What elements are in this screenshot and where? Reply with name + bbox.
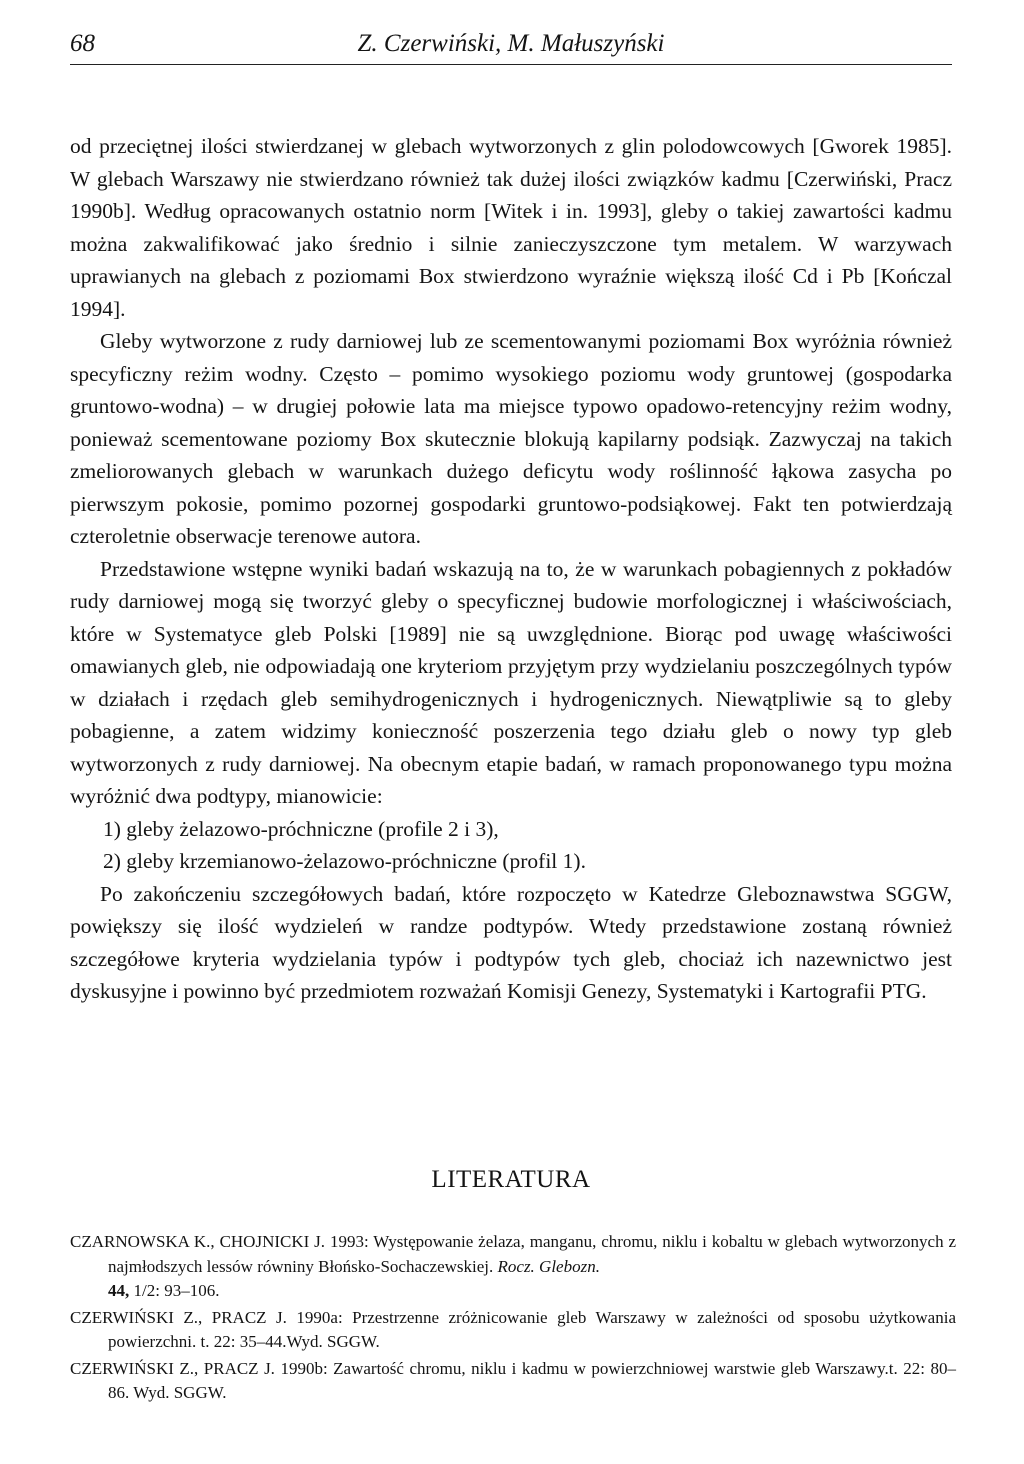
reference-authors: CZARNOWSKA K., CHOJNICKI J. (70, 1232, 326, 1251)
reference-volume: 44, (108, 1281, 130, 1300)
reference-journal: Rocz. Glebozn. (497, 1256, 600, 1276)
reference-list (70, 1230, 956, 1408)
paragraph-4: Po zakończeniu szczegółowych badań, które rozpoczęto w Katedrze Gleboznawstwa SGGW, powiększy się ilość wydzieleń w randze podtypów. Wtedy przedstawione zostaną również szczegółowe kryteria wydzielania typów i podtypów tych gleb, chociaż ich nazewnictwo jest dyskusyjne i powinno być przedmiotem rozważań Komisji Genezy, Systematyki i Kartografii PTG. (70, 881, 952, 1003)
body-text (70, 130, 952, 1008)
list-item-2: 2) gleby krzemianowo-żelazowo-próchniczne (profil 1). (103, 849, 586, 873)
reference-pages: 1/2: 93–106. (129, 1281, 220, 1300)
running-head: Z. Czerwiński, M. Małuszyński (357, 30, 665, 57)
reference-authors: CZERWIŃSKI Z., PRACZ J. (70, 1307, 287, 1327)
paragraph-2: Gleby wytworzone z rudy darniowej lub ze scementowanymi poziomami Box wyróżnia również specyficzny reżim wodny. Często – pomimo wysokiego poziomu wody gruntowej (gospodarka gruntowo-wodna) – w drugiej połowie lata ma miejsce typowo opadowo-retencyjny reżim wodny, ponieważ scementowane poziomy Box skutecznie blokują kapilarny podsiąk. Zazwyczaj na takich zmeliorowanych glebach w warunkach dużego deficytu wody roślinność łąkowa zasycha po pierwszym pokosie, pomimo pozornej gospodarki gruntowo-podsiąkowej. Fakt ten potwierdzają czteroletnie obserwacje terenowe autora. (70, 329, 952, 548)
reference-item (70, 1357, 956, 1406)
reference-authors: CZERWIŃSKI Z., PRACZ J. (70, 1358, 275, 1378)
reference-text: 1990a: Przestrzenne zróżnicowanie gleb Warszawy w zależności od sposobu użytkowania powierzchni. t. 22: 35–44.Wyd. SGGW. (108, 1307, 957, 1351)
paragraph-1: od przeciętnej ilości stwierdzanej w glebach wytworzonych z glin polodowcowych [Gworek 1985]. W glebach Warszawy nie stwierdzano również tak dużej ilości związków kadmu [Czerwiński, Pracz 1990b]. Według opracowanych ostatnio norm [Witek i in. 1993], gleby o takiej zawartości kadmu można zakwalifikować jako średnio i silnie zanieczyszczone tym metalem. W warzywach uprawianych na glebach z poziomami Box stwierdzono wyraźnie większą ilość Cd i Pb [Kończal 1994]. (70, 134, 952, 321)
page-number: 68 (70, 30, 95, 57)
literature-heading: LITERATURA (431, 1166, 591, 1193)
paragraph-3: Przedstawione wstępne wyniki badań wskazują na to, że w warunkach pobagiennych z pokładów rudy darniowej mogą się tworzyć gleby o specyficznej budowie morfologicznej i właściwościach, które w Systematyce gleb Polski [1989] nie są uwzględnione. Biorąc pod uwagę właściwości omawianych gleb, nie odpowiadają one kryteriom przyjętym przy wydzielaniu poszczególnych typów w działach i rzędach gleb semihydrogenicznych i hydrogenicznych. Niewątpliwie są to gleby pobagienne, a zatem widzimy konieczność poszerzenia tego działu gleb o nowy typ gleb wytworzonych z rudy darniowej. Na obecnym etapie badań, w ramach proponowanego typu można wyróżnić dwa podtypy, mianowicie: (70, 556, 952, 808)
reference-item (70, 1230, 956, 1304)
reference-text: 1993: Występowanie żelaza, manganu, chromu, niklu i kobaltu w glebach wytworzonych z najmłodszych lessów równiny Błońsko-Sochaczewskiej. (108, 1232, 957, 1276)
reference-item (70, 1306, 956, 1355)
reference-text: 1990b: Zawartość chromu, niklu i kadmu w powierzchniowej warstwie gleb Warszawy.t. 22: 80–86. Wyd. SGGW. (108, 1358, 956, 1402)
page-header (70, 30, 952, 65)
list-item-1: 1) gleby żelazowo-próchniczne (profile 2 i 3), (103, 816, 499, 841)
